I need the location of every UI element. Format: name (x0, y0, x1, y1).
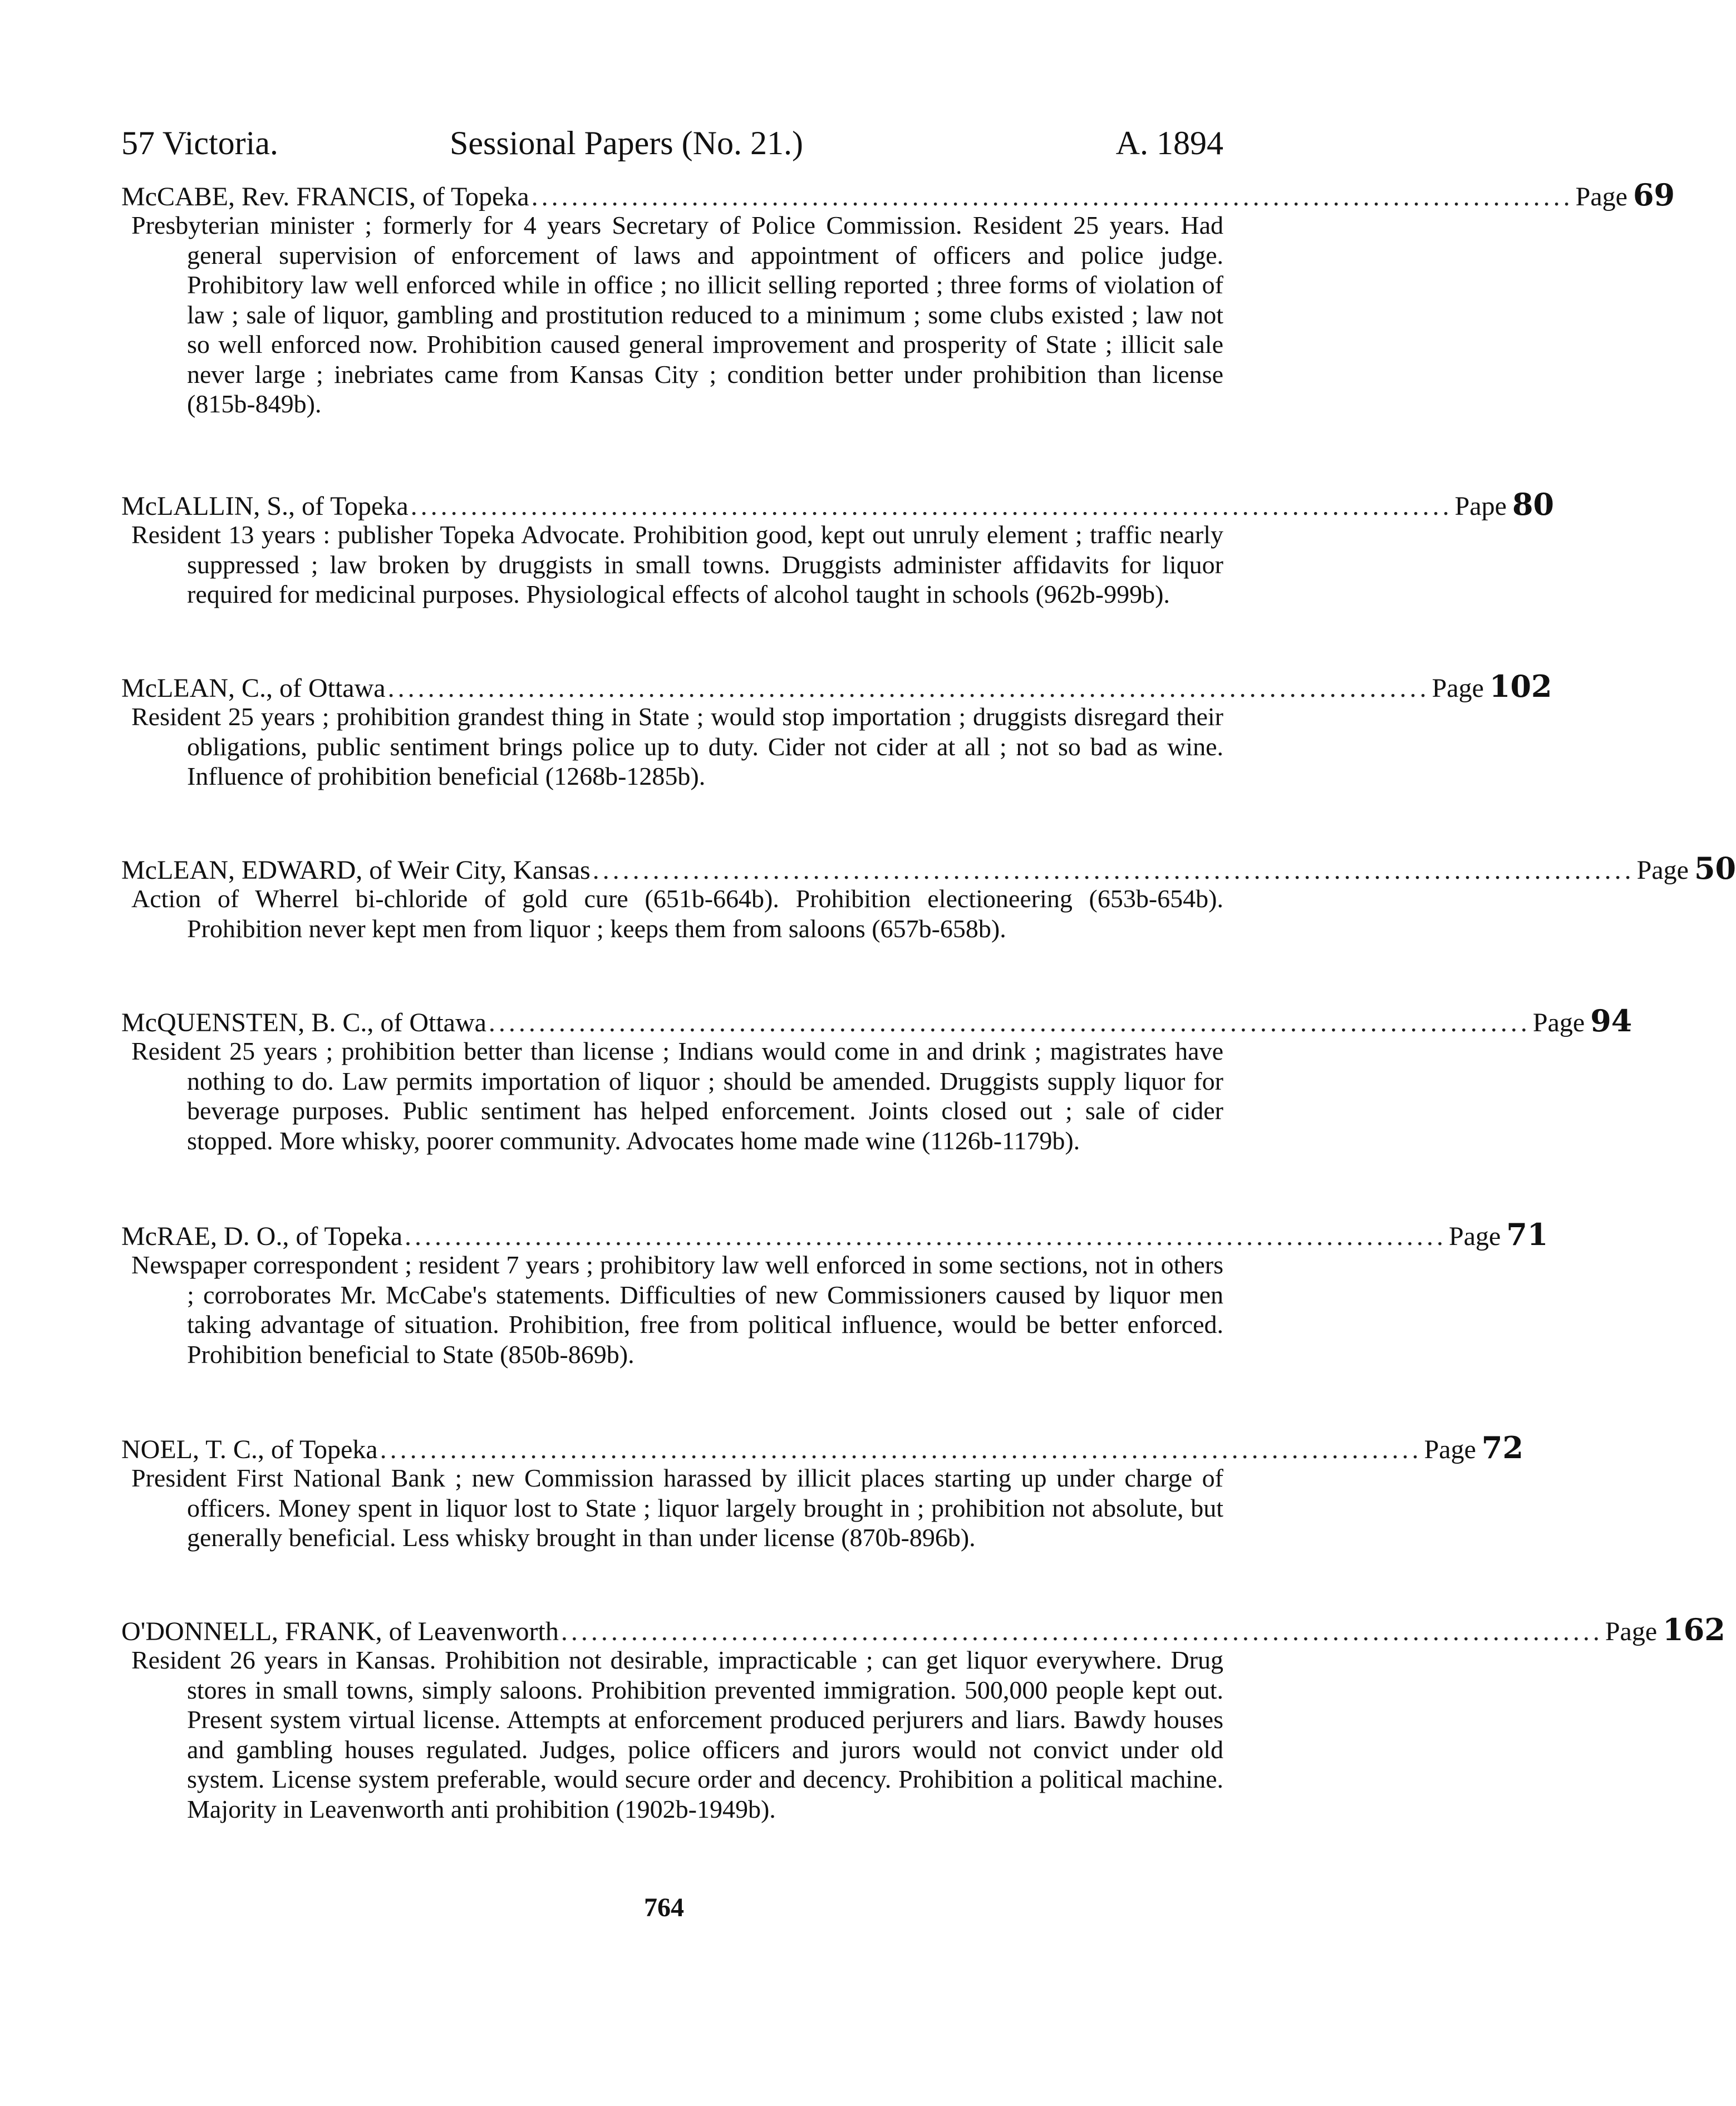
entry-text: Resident 26 years in Kansas. Prohibition not desirable, impracticable ; can get liquor everywhere. Drug stores in small towns, simply saloons. Prohibition prevented immigration. 500,000 people kept out. Present system virtual license. Attempts at enforcement produced perjurers and liars. Bawdy houses and gambling houses regulated. Judges, police officers and jurors would not convict under old system. License system preferable, would secure order and decency. Prohibition a political machine. Majority in Leavenworth anti prohibition (1902b-1949b). (131, 1646, 1223, 1823)
dot-leader: ........................................................................................................ (488, 1008, 1531, 1037)
entry-name: McRAE, D. O., of Topeka (121, 1222, 403, 1251)
entry-text: President First National Bank ; new Commission harassed by illicit places starting up under charge of officers. Money spent in liquor lost to State ; liquor largely brought in ; prohibition not absolute, but generally beneficial. Less whisky brought in than under license (870b-896b). (131, 1464, 1223, 1552)
index-entry (121, 1612, 1725, 1824)
entry-text: Action of Wherrel bi-chloride of gold cure (651b-664b). Prohibition electioneering (653b-654b). Prohibition never kept men from liquor ; keeps them from saloons (657b-658b). (131, 884, 1223, 943)
page-number: 69 (1632, 177, 1675, 213)
index-entry (121, 850, 1736, 943)
dot-leader: ........................................................................................................ (410, 491, 1453, 521)
entry-name: McCABE, Rev. FRANCIS, of Topeka (121, 182, 529, 211)
page-label: Page (1424, 1435, 1476, 1464)
header-session: 57 Victoria. (121, 125, 278, 161)
entry-name: NOEL, T. C., of Topeka (121, 1435, 378, 1464)
entry-text: Newspaper correspondent ; resident 7 years ; prohibitory law well enforced in some sections, not in others ; corroborates Mr. McCabe's statements. Difficulties of new Commissioners caused by liquor men taking advantage of situation. Prohibition, free from political influence, would be better enforced. Prohibition beneficial to State (850b-869b). (131, 1251, 1223, 1369)
index-entry (121, 668, 1552, 791)
entry-heading (121, 1217, 1548, 1252)
page-label: Page (1432, 673, 1484, 703)
entry-name: McQUENSTEN, B. C., of Ottawa (121, 1008, 486, 1037)
page-number: 80 (1512, 486, 1555, 522)
page-label: Page (1532, 1008, 1585, 1037)
index-entry (121, 1217, 1548, 1369)
page-number: 71 (1506, 1217, 1548, 1252)
index-entry (121, 1003, 1632, 1155)
entry-name: McLALLIN, S., of Topeka (121, 491, 409, 521)
header-title: Sessional Papers (No. 21.) (450, 125, 803, 161)
entry-heading (121, 1612, 1725, 1647)
entry-heading (121, 668, 1552, 704)
entry-name: McLEAN, EDWARD, of Weir City, Kansas (121, 855, 591, 885)
entry-name: O'DONNELL, FRANK, of Leavenworth (121, 1617, 559, 1646)
entry-heading (121, 177, 1675, 213)
dot-leader: ........................................................................................................ (560, 1617, 1603, 1646)
entry-heading (121, 1003, 1632, 1039)
dot-leader: ........................................................................................................ (387, 673, 1430, 703)
entry-heading (121, 1430, 1524, 1465)
dot-leader: ........................................................................................................ (531, 182, 1573, 211)
page-number: 102 (1489, 668, 1552, 704)
page-label: Page (1636, 855, 1689, 885)
dot-leader: ........................................................................................................ (405, 1222, 1447, 1251)
index-entry (121, 1430, 1524, 1553)
page-label: Page (1575, 182, 1627, 211)
entry-text: Resident 25 years ; prohibition better than license ; Indians would come in and drink ; magistrates have nothing to do. Law permits importation of liquor ; should be amended. Druggists supply liquor for beverage purposes. Public sentiment has helped enforcement. Joints closed out ; sale of cider stopped. More whisky, poorer community. Advocates home made wine (1126b-1179b). (131, 1037, 1223, 1155)
entry-text: Presbyterian minister ; formerly for 4 years Secretary of Police Commission. Resident 25 years. Had general supervision of enforcement of laws and appointment of officers and police judge. Prohibitory law well enforced while in office ; no illicit selling reported ; three forms of violation of law ; sale of liquor, gambling and prostitution reduced to a minimum ; some clubs existed ; law not so well enforced now. Prohibition caused general improvement and prosperity of State ; illicit sale never large ; inebriates came from Kansas City ; condition better under prohibition than license (815b-849b). (131, 211, 1223, 418)
entry-text: Resident 25 years ; prohibition grandest thing in State ; would stop importation ; druggists disregard their obligations, public sentiment brings police up to duty. Cider not cider at all ; not so bad as wine. Influence of prohibition beneficial (1268b-1285b). (131, 702, 1223, 790)
page-number: 72 (1481, 1430, 1524, 1465)
page-label: Pape (1454, 491, 1507, 521)
index-entry (121, 177, 1675, 419)
page-number: 50 (1694, 850, 1736, 886)
index-entry (121, 486, 1555, 609)
entry-text: Resident 13 years : publisher Topeka Advocate. Prohibition good, kept out unruly element ; traffic nearly suppressed ; law broken by druggists in small towns. Druggists administer affidavits for liquor required for medicinal purposes. Physiological effects of alcohol taught in schools (962b-999b). (131, 520, 1223, 608)
entry-heading (121, 850, 1736, 886)
dot-leader: ........................................................................................................ (592, 855, 1635, 885)
page-label: Page (1605, 1617, 1658, 1646)
page-folio: 764 (644, 1893, 684, 1922)
page-number: 162 (1663, 1612, 1725, 1647)
entry-heading (121, 486, 1555, 522)
page-label: Page (1449, 1222, 1501, 1251)
dot-leader: ........................................................................................................ (380, 1435, 1422, 1464)
page-number: 94 (1590, 1003, 1632, 1039)
header-year: A. 1894 (1115, 125, 1223, 161)
running-head (121, 118, 1223, 168)
entry-name: McLEAN, C., of Ottawa (121, 673, 386, 703)
